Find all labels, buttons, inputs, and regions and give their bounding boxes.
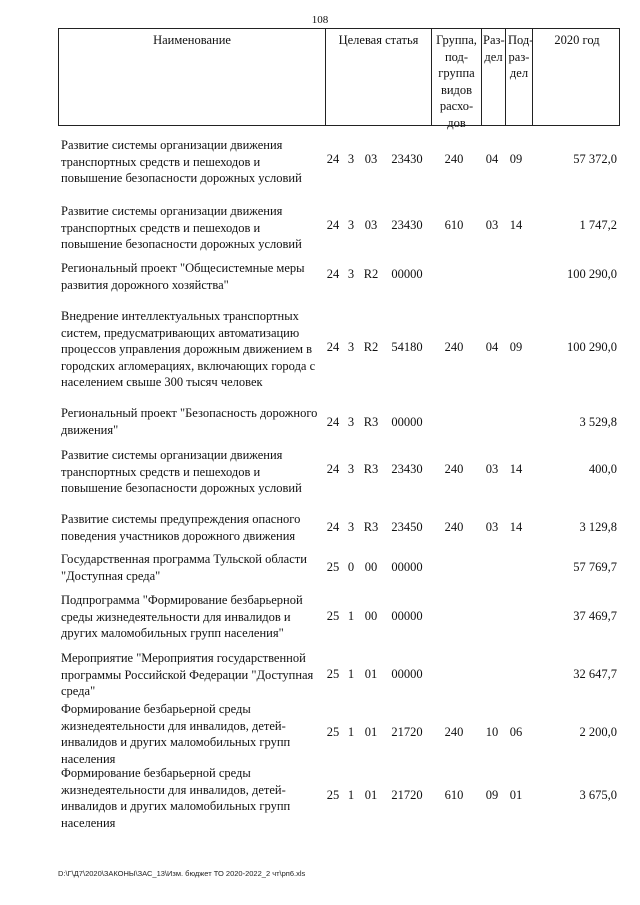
code-event: 00	[364, 560, 378, 574]
amount-2020: 400,0	[588, 462, 617, 476]
code-direction: 21720	[391, 788, 423, 802]
header-section: Раз-дел	[481, 29, 505, 125]
expense-group: 610	[444, 788, 464, 802]
subsection-code: 14	[509, 520, 523, 534]
code-subprogram: 3	[347, 267, 355, 281]
code-program: 24	[326, 462, 340, 476]
code-subprogram: 1	[347, 609, 355, 623]
code-subprogram: 3	[347, 152, 355, 166]
code-direction: 23430	[391, 152, 423, 166]
section-code: 04	[485, 152, 499, 166]
code-program: 25	[326, 609, 340, 623]
code-program: 25	[326, 560, 340, 574]
subsection-code: 14	[509, 218, 523, 232]
code-direction: 00000	[391, 267, 423, 281]
row-name: Развитие системы предупреждения опасного поведения участников дорожного движения	[61, 512, 301, 543]
row-name: Мероприятие "Мероприятия государственной программы Российской Федерации "Доступная среда"	[61, 651, 314, 698]
code-subprogram: 3	[347, 340, 355, 354]
code-direction: 00000	[391, 609, 423, 623]
code-program: 24	[326, 340, 340, 354]
amount-2020: 100 290,0	[567, 267, 617, 281]
code-program: 25	[326, 667, 340, 681]
code-program: 25	[326, 725, 340, 739]
file-path-footer: D:\Г\Д7\2020\ЗАКОНЫ\ЗАС_13\Изм. бюджет ТО 2020-2022_2 чт\рп6.xls	[58, 869, 306, 878]
section-code: 10	[485, 725, 499, 739]
code-direction: 23430	[391, 462, 423, 476]
header-subsection: Под-раз-дел	[505, 29, 532, 125]
amount-2020: 3 129,8	[579, 520, 617, 534]
code-direction: 00000	[391, 560, 423, 574]
code-subprogram: 3	[347, 415, 355, 429]
subsection-code: 09	[509, 152, 523, 166]
row-name: Региональный проект "Безопасность дорожного движения"	[61, 406, 318, 437]
header-year: 2020 год	[532, 29, 621, 125]
code-event: 01	[364, 788, 378, 802]
subsection-code: 01	[509, 788, 523, 802]
row-name: Региональный проект "Общесистемные меры развития дорожного хозяйства"	[61, 261, 305, 292]
amount-2020: 1 747,2	[579, 218, 617, 232]
expense-group: 240	[444, 725, 464, 739]
amount-2020: 3 675,0	[579, 788, 617, 802]
code-subprogram: 3	[347, 462, 355, 476]
code-program: 24	[326, 218, 340, 232]
row-name: Формирование безбарьерной среды жизнедеятельности для инвалидов, детей-инвалидов и других маломобильных групп населения	[61, 702, 291, 766]
code-subprogram: 3	[347, 520, 355, 534]
code-event: 00	[364, 609, 378, 623]
row-name: Формирование безбарьерной среды жизнедеятельности для инвалидов, детей-инвалидов и других маломобильных групп населения	[61, 766, 291, 830]
code-program: 24	[326, 520, 340, 534]
amount-2020: 32 647,7	[573, 667, 617, 681]
amount-2020: 37 469,7	[573, 609, 617, 623]
code-event: R2	[363, 267, 379, 281]
expense-group: 610	[444, 218, 464, 232]
section-code: 03	[485, 520, 499, 534]
expense-group: 240	[444, 520, 464, 534]
code-subprogram: 3	[347, 218, 355, 232]
table-header	[58, 28, 620, 130]
amount-2020: 2 200,0	[579, 725, 617, 739]
expense-group: 240	[444, 340, 464, 354]
header-group: Группа, под-группа видов расхо-дов	[431, 29, 481, 125]
code-direction: 23430	[391, 218, 423, 232]
page-number: 108	[311, 14, 329, 26]
code-program: 25	[326, 788, 340, 802]
section-code: 03	[485, 462, 499, 476]
row-name: Развитие системы организации движения транспортных средств и пешеходов и повышение безопасности дорожных условий	[61, 448, 302, 495]
code-event: 03	[364, 152, 378, 166]
header-name: Наименование	[153, 33, 231, 47]
code-program: 24	[326, 415, 340, 429]
section-code: 04	[485, 340, 499, 354]
code-subprogram: 0	[347, 560, 355, 574]
code-event: R3	[363, 415, 379, 429]
code-subprogram: 1	[347, 788, 355, 802]
subsection-code: 14	[509, 462, 523, 476]
row-name: Внедрение интеллектуальных транспортных систем, предусматривающих автоматизацию процессов управления дорожным движением в городских агломерациях, включающих города с населением свыше 300 тысяч человек	[61, 309, 316, 389]
code-event: R3	[363, 520, 379, 534]
row-name: Развитие системы организации движения транспортных средств и пешеходов и повышение безопасности дорожных условий	[61, 138, 302, 185]
code-program: 24	[326, 267, 340, 281]
code-subprogram: 1	[347, 667, 355, 681]
amount-2020: 3 529,8	[579, 415, 617, 429]
code-direction: 21720	[391, 725, 423, 739]
amount-2020: 100 290,0	[567, 340, 617, 354]
row-name: Государственная программа Тульской области "Доступная среда"	[61, 552, 307, 583]
row-name: Развитие системы организации движения транспортных средств и пешеходов и повышение безопасности дорожных условий	[61, 204, 302, 251]
row-name: Подпрограмма "Формирование безбарьерной среды жизнедеятельности для инвалидов и других маломобильных групп населения"	[61, 593, 303, 640]
subsection-code: 06	[509, 725, 523, 739]
code-event: 01	[364, 667, 378, 681]
code-program: 24	[326, 152, 340, 166]
amount-2020: 57 372,0	[573, 152, 617, 166]
code-direction: 54180	[391, 340, 423, 354]
header-target: Целевая статья	[325, 29, 431, 125]
code-event: R2	[363, 340, 379, 354]
section-code: 03	[485, 218, 499, 232]
amount-2020: 57 769,7	[573, 560, 617, 574]
expense-group: 240	[444, 462, 464, 476]
code-direction: 23450	[391, 520, 423, 534]
code-direction: 00000	[391, 667, 423, 681]
section-code: 09	[485, 788, 499, 802]
code-subprogram: 1	[347, 725, 355, 739]
code-event: 01	[364, 725, 378, 739]
subsection-code: 09	[509, 340, 523, 354]
expense-group: 240	[444, 152, 464, 166]
code-event: 03	[364, 218, 378, 232]
code-event: R3	[363, 462, 379, 476]
code-direction: 00000	[391, 415, 423, 429]
